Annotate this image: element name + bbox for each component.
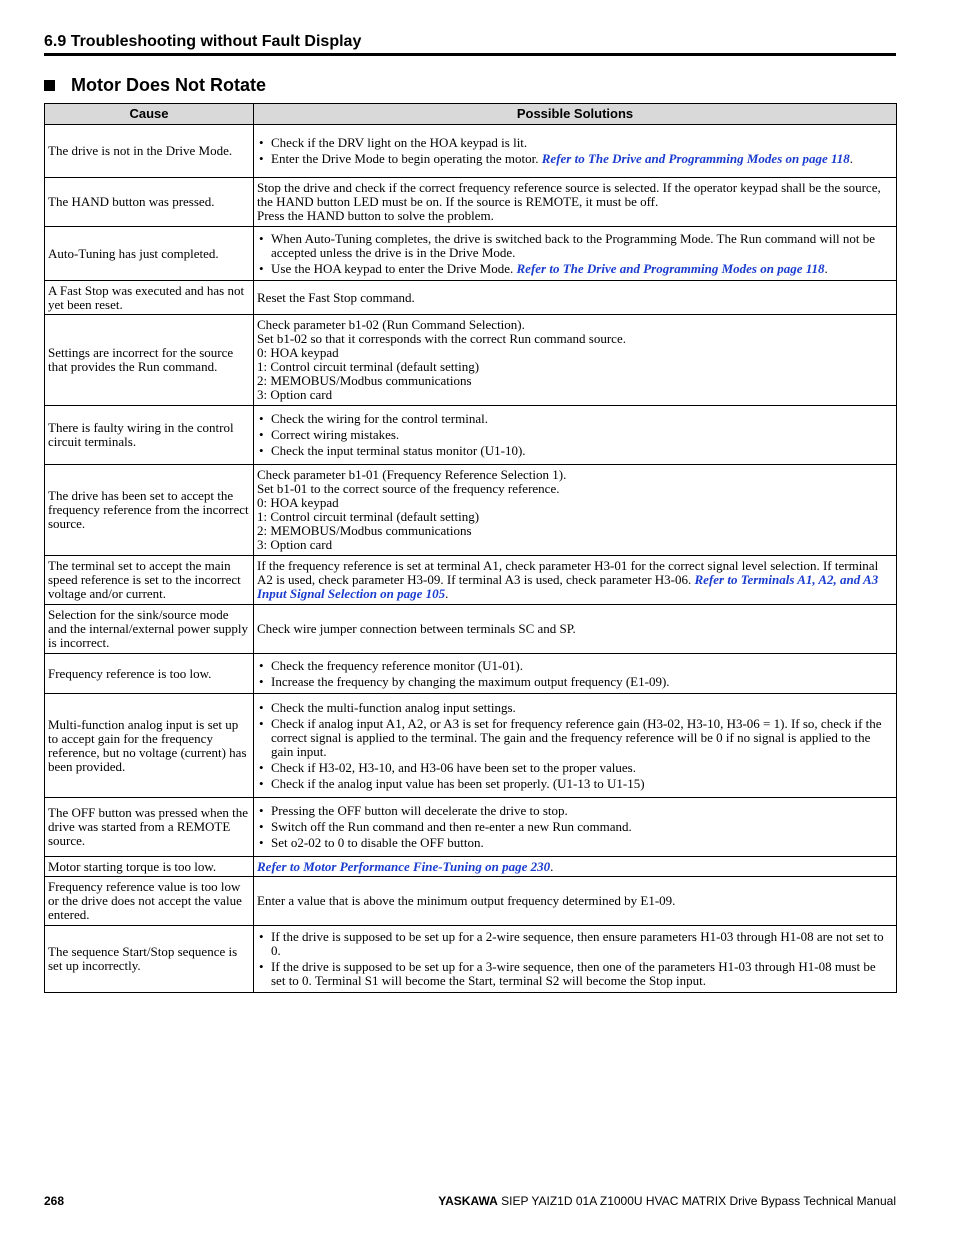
column-header-cause: Cause: [45, 104, 254, 125]
solution-bullet: • If the drive is supposed to be set up for a 3-wire sequence, then one of the parameters H1-03 through H1-08 must be set to 0. Terminal S1 will become the Start, terminal S2 will become the Stop input.: [257, 960, 893, 988]
cross-reference-link[interactable]: Refer to Motor Performance Fine-Tuning on page 230: [257, 858, 551, 874]
solution-line: 0: HOA keypad: [257, 345, 339, 360]
table-row: [45, 556, 897, 605]
solution-bullet: • Use the HOA keypad to enter the Drive Mode. Refer to The Drive and Programming Modes on page 118.: [257, 262, 893, 276]
solution-cell: [254, 926, 897, 993]
solution-bullet: • Check if the DRV light on the HOA keypad is lit.: [257, 136, 893, 150]
cause-cell: The drive is not in the Drive Mode.: [45, 125, 254, 178]
solution-cell: Check wire jumper connection between terminals SC and SP.: [254, 605, 897, 654]
cause-cell: Motor starting torque is too low.: [45, 857, 254, 877]
footer-doc-title: [438, 1194, 896, 1208]
solution-cell: [254, 798, 897, 857]
solution-bullet: • When Auto-Tuning completes, the drive is switched back to the Programming Mode. The Run command will not be accepted unless the drive is in the Drive Mode.: [257, 232, 893, 260]
solution-cell: [254, 465, 897, 556]
solution-bullet: • Switch off the Run command and then re-enter a new Run command.: [257, 820, 893, 834]
cause-cell: A Fast Stop was executed and has not yet been reset.: [45, 281, 254, 315]
cause-cell: The sequence Start/Stop sequence is set up incorrectly.: [45, 926, 254, 993]
cause-cell: Frequency reference is too low.: [45, 654, 254, 694]
table-row: [45, 877, 897, 926]
solution-cell: [254, 694, 897, 798]
solution-line: Press the HAND button to solve the problem.: [257, 208, 494, 223]
solution-line: 3: Option card: [257, 537, 333, 552]
solution-bullet: • Check the frequency reference monitor (U1-01).: [257, 659, 893, 673]
solution-bullet: • If the drive is supposed to be set up for a 2-wire sequence, then ensure parameters H1-03 through H1-08 are not set to 0.: [257, 930, 893, 958]
square-bullet-icon: [44, 80, 55, 91]
cause-cell: Auto-Tuning has just completed.: [45, 227, 254, 281]
page-title-text: Motor Does Not Rotate: [71, 75, 266, 95]
solution-bullet: • Enter the Drive Mode to begin operating the motor. Refer to The Drive and Programming Modes on page 118.: [257, 152, 893, 166]
table-row: [45, 605, 897, 654]
solution-line: 2: MEMOBUS/Modbus communications: [257, 523, 472, 538]
cause-cell: Settings are incorrect for the source that provides the Run command.: [45, 315, 254, 406]
solution-bullet: • Check the wiring for the control terminal.: [257, 412, 893, 426]
column-header-solutions: Possible Solutions: [254, 104, 897, 125]
solution-line: Check parameter b1-01 (Frequency Reference Selection 1).: [257, 467, 567, 482]
brand-name: YASKAWA: [438, 1194, 498, 1208]
solution-cell: [254, 227, 897, 281]
cause-cell: The OFF button was pressed when the drive was started from a REMOTE source.: [45, 798, 254, 857]
solution-bullet: • Pressing the OFF button will decelerate the drive to stop.: [257, 804, 893, 818]
cause-cell: Multi-function analog input is set up to accept gain for the frequency reference, but no voltage (current) has been provided.: [45, 694, 254, 798]
cause-cell: The terminal set to accept the main speed reference is set to the incorrect voltage and/or current.: [45, 556, 254, 605]
cause-cell: There is faulty wiring in the control circuit terminals.: [45, 406, 254, 465]
section-header: 6.9 Troubleshooting without Fault Display: [44, 33, 896, 56]
solution-line: 1: Control circuit terminal (default setting): [257, 359, 480, 374]
table-row: [45, 315, 897, 406]
solution-cell: [254, 315, 897, 406]
page-title: [44, 74, 266, 96]
table-row: [45, 465, 897, 556]
cause-cell: Frequency reference value is too low or the drive does not accept the value entered.: [45, 877, 254, 926]
cause-cell: The HAND button was pressed.: [45, 178, 254, 227]
cross-reference-link[interactable]: Refer to The Drive and Programming Modes on page 118: [516, 260, 825, 276]
solution-line: 1: Control circuit terminal (default setting): [257, 509, 480, 524]
solution-line: Set b1-01 to the correct source of the frequency reference.: [257, 481, 560, 496]
table-row: [45, 694, 897, 798]
solution-line: 2: MEMOBUS/Modbus communications: [257, 373, 472, 388]
solution-cell: [254, 178, 897, 227]
cause-cell: The drive has been set to accept the frequency reference from the incorrect source.: [45, 465, 254, 556]
solution-line: Set b1-02 so that it corresponds with the correct Run command source.: [257, 331, 626, 346]
solution-bullet: • Increase the frequency by changing the maximum output frequency (E1-09).: [257, 675, 893, 689]
table-row: [45, 926, 897, 993]
cross-reference-link[interactable]: Refer to Terminals A1, A2, and A3 Input Signal Selection on page 105: [257, 572, 879, 601]
solution-bullet: • Check the multi-function analog input settings.: [257, 701, 893, 715]
solution-cell: Enter a value that is above the minimum output frequency determined by E1-09.: [254, 877, 897, 926]
page-number: 268: [44, 1194, 65, 1208]
document-title: SIEP YAIZ1D 01A Z1000U HVAC MATRIX Drive Bypass Technical Manual: [501, 1194, 896, 1208]
solution-cell: [254, 654, 897, 694]
table-row: [45, 798, 897, 857]
solution-line: Stop the drive and check if the correct frequency reference source is selected. If the operator keypad shall be the source, the HAND button LED must be on. If the source is REMOTE, it must be off.: [257, 180, 881, 209]
table-row: [45, 857, 897, 877]
cross-reference-link[interactable]: Refer to The Drive and Programming Modes on page 118: [541, 151, 850, 166]
solution-cell: If the frequency reference is set at terminal A1, check parameter H3-01 for the correct signal level selection. If terminal A2 is used, check parameter H3-09. If terminal A3 is used, check parameter H3-06. Refer to Terminals A1, A2, and A3 Input Signal Selection on page 105.: [254, 556, 897, 605]
solution-bullet: • Check the input terminal status monitor (U1-10).: [257, 444, 893, 458]
table-row: [45, 281, 897, 315]
troubleshooting-table: [44, 103, 897, 993]
solution-cell: Refer to Motor Performance Fine-Tuning on page 230.: [254, 857, 897, 877]
cause-cell: Selection for the sink/source mode and the internal/external power supply is incorrect.: [45, 605, 254, 654]
table-row: [45, 654, 897, 694]
table-header-row: [45, 104, 897, 125]
table-row: [45, 125, 897, 178]
table-row: [45, 178, 897, 227]
solution-line: Check parameter b1-02 (Run Command Selection).: [257, 317, 525, 332]
solution-line: 3: Option card: [257, 387, 333, 402]
solution-bullet: • Set o2-02 to 0 to disable the OFF button.: [257, 836, 893, 850]
solution-line: 0: HOA keypad: [257, 495, 339, 510]
solution-cell: [254, 406, 897, 465]
solution-cell: Reset the Fast Stop command.: [254, 281, 897, 315]
solution-bullet: • Check if the analog input value has been set properly. (U1-13 to U1-15): [257, 777, 893, 791]
solution-bullet: • Correct wiring mistakes.: [257, 428, 893, 442]
solution-cell: [254, 125, 897, 178]
solution-bullet: • Check if H3-02, H3-10, and H3-06 have been set to the proper values.: [257, 761, 893, 775]
table-row: [45, 227, 897, 281]
solution-bullet: • Check if analog input A1, A2, or A3 is set for frequency reference gain (H3-02, H3-10, H3-06 = 1). If so, check if the correct signal is applied to the terminal. The gain and the frequency reference will be 0 if no signal is applied to the gain input.: [257, 717, 893, 759]
table-row: [45, 406, 897, 465]
